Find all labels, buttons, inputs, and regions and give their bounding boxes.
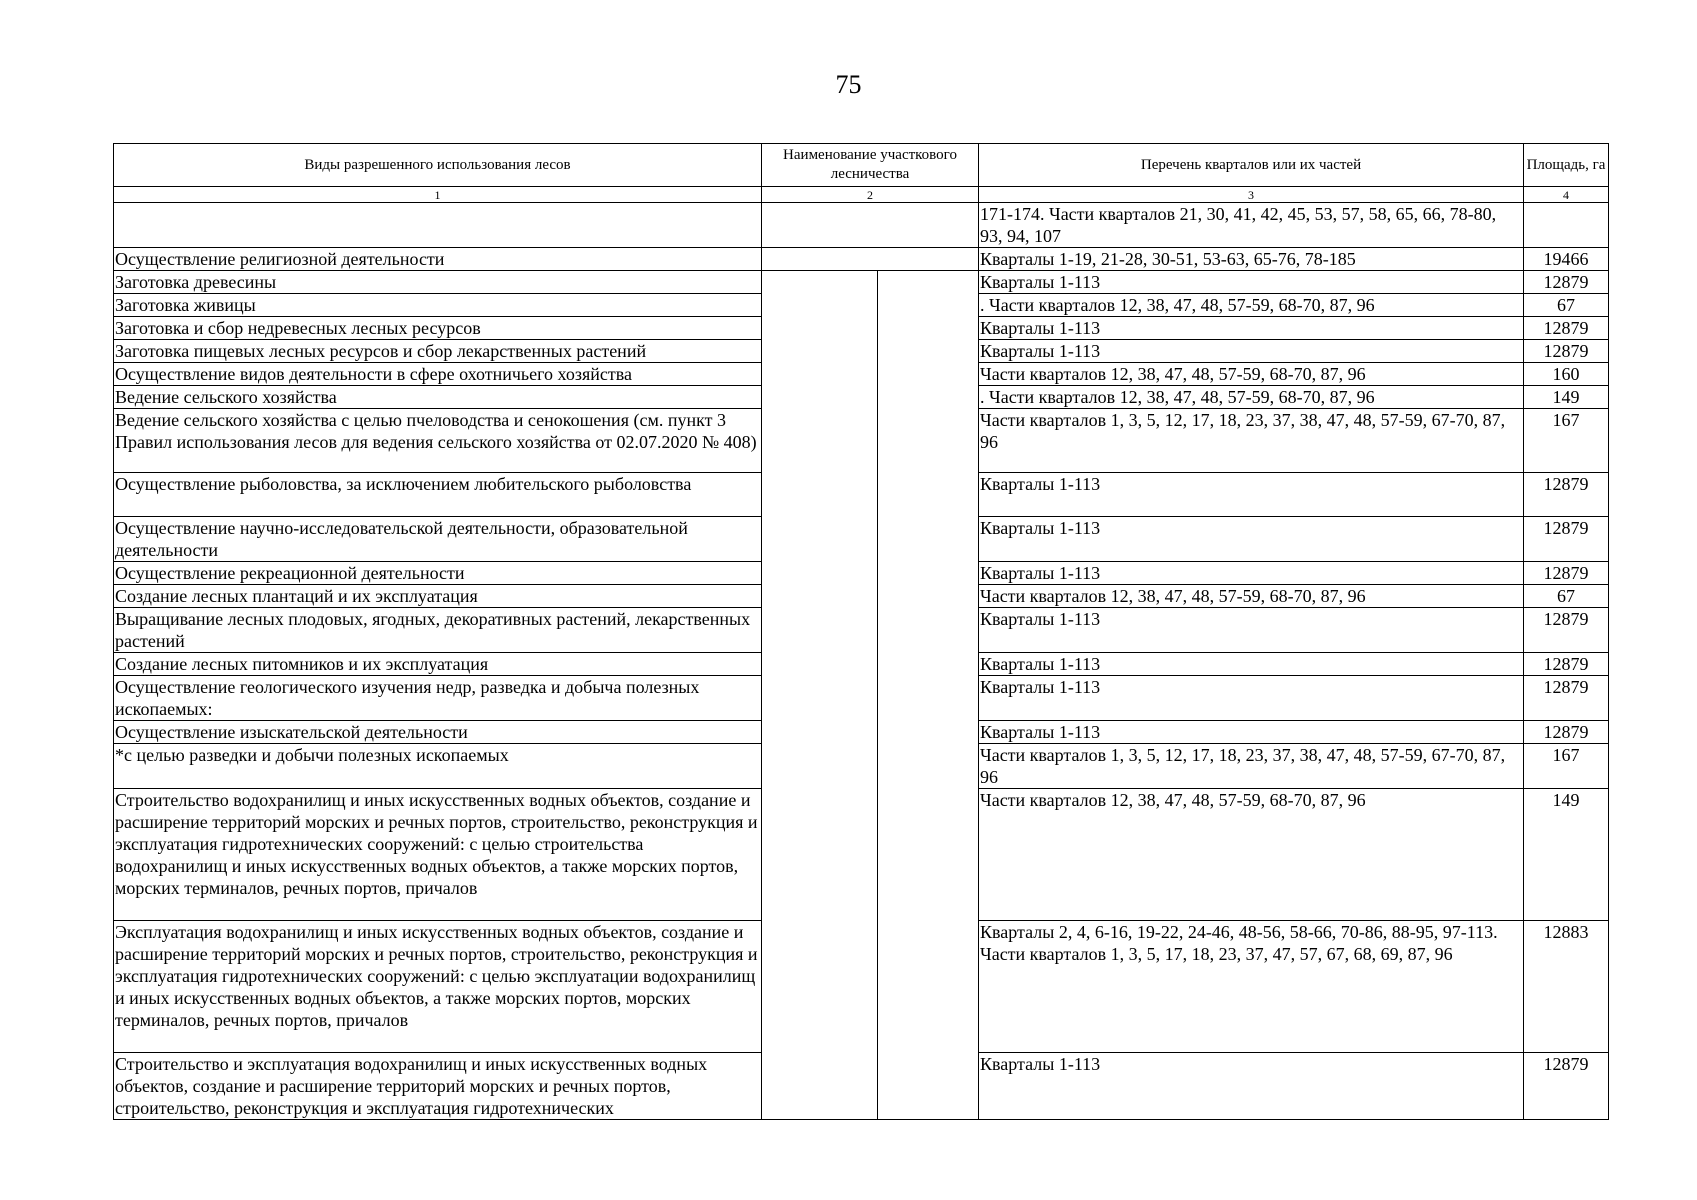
forestry-cell <box>762 248 979 271</box>
activity-cell: Строительство и эксплуатация водохранилищ и иных искусственных водных объектов, создание и расширение территорий морских и речных портов, строительство, реконструкция и эксплуатация гидротехнических <box>114 1053 762 1120</box>
table-header-row <box>114 144 1609 187</box>
quarters-cell: Кварталы 1-19, 21-28, 30-51, 53-63, 65-76, 78-185 <box>979 248 1524 271</box>
activity-cell: Создание лесных питомников и их эксплуатация <box>114 653 762 676</box>
activity-cell: Заготовка и сбор недревесных лесных ресурсов <box>114 317 762 340</box>
table-row <box>114 248 1609 271</box>
area-cell: 12879 <box>1524 653 1609 676</box>
area-cell: 12879 <box>1524 517 1609 562</box>
activity-cell: Эксплуатация водохранилищ и иных искусственных водных объектов, создание и расширение территорий морских и речных портов, строительство, реконструкция и эксплуатация гидротехнических сооружений: с целью эксплуатации водохранилищ и иных искусственных водных объектов, а также морских портов, морских терминалов, речных портов, причалов <box>114 921 762 1053</box>
plot-name-cell <box>878 271 979 1120</box>
quarters-cell: Части кварталов 12, 38, 47, 48, 57-59, 68-70, 87, 96 <box>979 789 1524 921</box>
quarters-cell: Кварталы 1-113 <box>979 562 1524 585</box>
quarters-cell: Кварталы 2, 4, 6-16, 19-22, 24-46, 48-56, 58-66, 70-86, 88-95, 97-113. Части кварталов 1, 3, 5, 17, 18, 23, 37, 47, 57, 67, 68, 69, 87, 96 <box>979 921 1524 1053</box>
area-cell: 67 <box>1524 585 1609 608</box>
activity-cell: Заготовка живицы <box>114 294 762 317</box>
activity-cell: Выращивание лесных плодовых, ягодных, декоративных растений, лекарственных растений <box>114 608 762 653</box>
activity-cell: Ведение сельского хозяйства <box>114 386 762 409</box>
quarters-cell: Кварталы 1-113 <box>979 1053 1524 1120</box>
quarters-cell: Кварталы 1-113 <box>979 271 1524 294</box>
column-number: 4 <box>1524 187 1609 203</box>
activity-cell <box>114 203 762 248</box>
activity-cell: Осуществление рекреационной деятельности <box>114 562 762 585</box>
activity-cell: Строительство водохранилищ и иных искусственных водных объектов, создание и расширение территорий морских и речных портов, строительство, реконструкция и эксплуатация гидротехнических сооружений: с целью строительства водохранилищ и иных искусственных водных объектов, а также морских портов, морских терминалов, речных портов, причалов <box>114 789 762 921</box>
area-cell: 12879 <box>1524 271 1609 294</box>
quarters-cell: . Части кварталов 12, 38, 47, 48, 57-59, 68-70, 87, 96 <box>979 386 1524 409</box>
area-cell: 12879 <box>1524 473 1609 517</box>
quarters-cell: Кварталы 1-113 <box>979 653 1524 676</box>
activity-cell: Осуществление рыболовства, за исключением любительского рыболовства <box>114 473 762 517</box>
page-number: 75 <box>835 70 862 99</box>
area-cell: 160 <box>1524 363 1609 386</box>
area-cell: 19466 <box>1524 248 1609 271</box>
header-forestry: Наименование участкового лесничества <box>762 144 979 187</box>
forestry-name-cell <box>762 271 878 1120</box>
column-number: 3 <box>979 187 1524 203</box>
quarters-cell: Кварталы 1-113 <box>979 721 1524 744</box>
forestry-cell <box>762 203 979 248</box>
column-number: 1 <box>114 187 762 203</box>
area-cell: 12879 <box>1524 608 1609 653</box>
activity-cell: Создание лесных плантаций и их эксплуатация <box>114 585 762 608</box>
area-cell: 67 <box>1524 294 1609 317</box>
activity-cell: Осуществление религиозной деятельности <box>114 248 762 271</box>
quarters-cell: Части кварталов 1, 3, 5, 12, 17, 18, 23, 37, 38, 47, 48, 57-59, 67-70, 87, 96 <box>979 409 1524 473</box>
quarters-cell: . Части кварталов 12, 38, 47, 48, 57-59, 68-70, 87, 96 <box>979 294 1524 317</box>
activity-cell: Осуществление научно-исследовательской деятельности, образовательной деятельности <box>114 517 762 562</box>
area-cell: 149 <box>1524 789 1609 921</box>
activity-cell: Ведение сельского хозяйства с целью пчеловодства и сенокошения (см. пункт 3 Правил использования лесов для ведения сельского хозяйства от 02.07.2020 № 408) <box>114 409 762 473</box>
quarters-cell: Кварталы 1-113 <box>979 340 1524 363</box>
area-cell: 12879 <box>1524 317 1609 340</box>
activity-cell: Осуществление изыскательской деятельности <box>114 721 762 744</box>
table-row <box>114 271 1609 294</box>
activity-cell: Осуществление видов деятельности в сфере охотничьего хозяйства <box>114 363 762 386</box>
quarters-cell: Части кварталов 1, 3, 5, 12, 17, 18, 23, 37, 38, 47, 48, 57-59, 67-70, 87, 96 <box>979 744 1524 789</box>
quarters-cell: Части кварталов 12, 38, 47, 48, 57-59, 68-70, 87, 96 <box>979 363 1524 386</box>
header-activity: Виды разрешенного использования лесов <box>114 144 762 187</box>
activity-cell: Осуществление геологического изучения недр, разведка и добыча полезных ископаемых: <box>114 676 762 721</box>
area-cell: 12883 <box>1524 921 1609 1053</box>
area-cell <box>1524 203 1609 248</box>
activity-cell: *с целью разведки и добычи полезных ископаемых <box>114 744 762 789</box>
area-cell: 12879 <box>1524 340 1609 363</box>
area-cell: 12879 <box>1524 1053 1609 1120</box>
activity-cell: Заготовка древесины <box>114 271 762 294</box>
quarters-cell: Кварталы 1-113 <box>979 517 1524 562</box>
area-cell: 12879 <box>1524 721 1609 744</box>
area-cell: 12879 <box>1524 676 1609 721</box>
table-row <box>114 203 1609 248</box>
column-number-row <box>114 187 1609 203</box>
quarters-cell: Кварталы 1-113 <box>979 676 1524 721</box>
header-quarters: Перечень кварталов или их частей <box>979 144 1524 187</box>
header-area: Площадь, га <box>1524 144 1609 187</box>
activity-cell: Заготовка пищевых лесных ресурсов и сбор лекарственных растений <box>114 340 762 363</box>
area-cell: 149 <box>1524 386 1609 409</box>
area-cell: 167 <box>1524 409 1609 473</box>
forest-use-table <box>113 143 1609 1120</box>
quarters-cell: Части кварталов 12, 38, 47, 48, 57-59, 68-70, 87, 96 <box>979 585 1524 608</box>
area-cell: 167 <box>1524 744 1609 789</box>
area-cell: 12879 <box>1524 562 1609 585</box>
quarters-cell: 171-174. Части кварталов 21, 30, 41, 42, 45, 53, 57, 58, 65, 66, 78-80, 93, 94, 107 <box>979 203 1524 248</box>
quarters-cell: Кварталы 1-113 <box>979 608 1524 653</box>
column-number: 2 <box>762 187 979 203</box>
quarters-cell: Кварталы 1-113 <box>979 473 1524 517</box>
quarters-cell: Кварталы 1-113 <box>979 317 1524 340</box>
